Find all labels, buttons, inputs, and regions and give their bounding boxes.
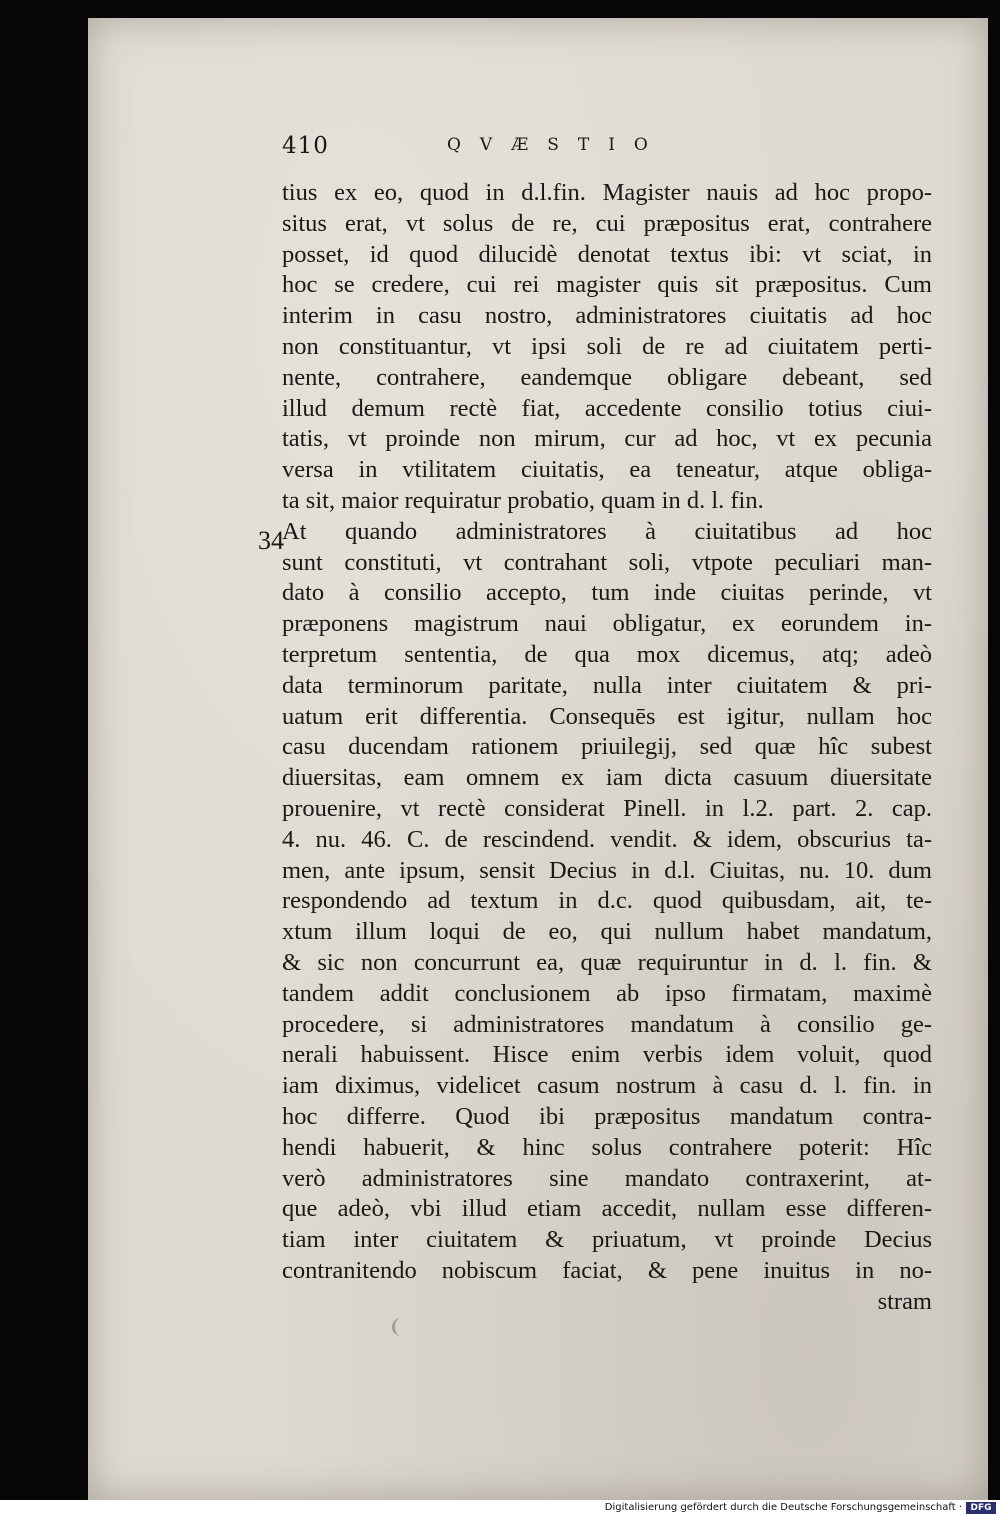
text-line: terpretum sententia, de qua mox dicemus, atq; adeò <box>282 640 932 668</box>
catchword: stram <box>877 1287 932 1315</box>
text-line: non constituantur, vt ipsi soli de re ad ciuitatem perti- <box>282 332 932 360</box>
text-line: At quando administratores à ciuitatibus ad hoc <box>282 517 932 545</box>
text-line: ta sit, maior requiratur probatio, quam in d. l. fin. <box>282 486 764 514</box>
text-line: diuersitas, eam omnem ex iam dicta casuum diuersitate <box>282 764 932 792</box>
margin-section-number: 34 <box>258 526 284 555</box>
page-header <box>282 133 762 169</box>
text-line: illud demum rectè fiat, accedente consilio totius ciui- <box>282 394 932 422</box>
folio-number: 410 <box>282 133 329 159</box>
text-line: xtum illum loqui de eo, qui nullum habet mandatum, <box>282 918 932 946</box>
text-line: que adeò, vbi illud etiam accedit, nullam esse differen- <box>282 1195 932 1223</box>
text-line: data terminorum paritate, nulla inter ciuitatem & pri- <box>282 671 932 699</box>
running-title: QVÆSTIO <box>447 135 667 155</box>
text-line: & sic non concurrunt ea, quæ requiruntur in d. l. fin. & <box>282 948 932 976</box>
text-line: casu ducendam rationem priuilegij, sed quæ hîc subest <box>282 733 932 761</box>
text-line: posset, id quod dilucidè denotat textus ibi: vt sciat, in <box>282 240 932 268</box>
text-line: prouenire, vt rectè considerat Pinell. in l.2. part. 2. cap. <box>282 794 932 822</box>
text-line: versa in vtilitatem ciuitatis, ea teneatur, atque obliga- <box>282 456 932 484</box>
text-line: 4. nu. 46. C. de rescindend. vendit. & idem, obscurius ta- <box>282 825 932 853</box>
text-line: hoc differre. Quod ibi præpositus mandatum contra- <box>282 1102 932 1130</box>
text-line: nerali habuissent. Hisce enim verbis idem voluit, quod <box>282 1041 932 1069</box>
dfg-logo: DFG <box>966 1502 996 1514</box>
text-line: tatis, vt proinde non mirum, cur ad hoc, vt ex pecunia <box>282 425 932 453</box>
footer-credit: Digitalisierung gefördert durch die Deutsche Forschungsgemeinschaft · <box>604 1502 962 1513</box>
text-line: nente, contrahere, eandemque obligare debeant, sed <box>282 363 932 391</box>
text-line: respondendo ad textum in d.c. quod quibusdam, ait, te- <box>282 887 932 915</box>
text-line: procedere, si administratores mandatum à consilio ge- <box>282 1010 932 1038</box>
text-line: interim in casu nostro, administratores ciuitatis ad hoc <box>282 302 932 330</box>
body-text <box>282 178 932 1317</box>
text-line: men, ante ipsum, sensit Decius in d.l. Ciuitas, nu. 10. dum <box>282 856 932 884</box>
text-line: præponens magistrum naui obligatur, ex eorundem in- <box>282 610 932 638</box>
text-line: hendi habuerit, & hinc solus contrahere poterit: Hîc <box>282 1133 932 1161</box>
ink-smudge <box>392 1318 409 1336</box>
text-line: sunt constituti, vt contrahant soli, vtpote peculiari man- <box>282 548 932 576</box>
text-line: uatum erit differentia. Consequēs est igitur, nullam hoc <box>282 702 932 730</box>
text-line: contranitendo nobiscum faciat, & pene inuitus in no- <box>282 1256 932 1284</box>
text-line: verò administratores sine mandato contraxerint, at- <box>282 1164 932 1192</box>
text-line: tiam inter ciuitatem & priuatum, vt proinde Decius <box>282 1226 932 1254</box>
text-line: tandem addit conclusionem ab ipso firmatam, maximè <box>282 979 932 1007</box>
text-line: hoc se credere, cui rei magister quis sit præpositus. Cum <box>282 271 932 299</box>
text-line: iam diximus, videlicet casum nostrum à casu d. l. fin. in <box>282 1072 932 1100</box>
text-line: situs erat, vt solus de re, cui præpositus erat, contrahere <box>282 209 932 237</box>
text-line: tius ex eo, quod in d.l.fin. Magister nauis ad hoc propo- <box>282 179 932 206</box>
text-line: dato à consilio accepto, tum inde ciuitas perinde, vt <box>282 579 932 607</box>
